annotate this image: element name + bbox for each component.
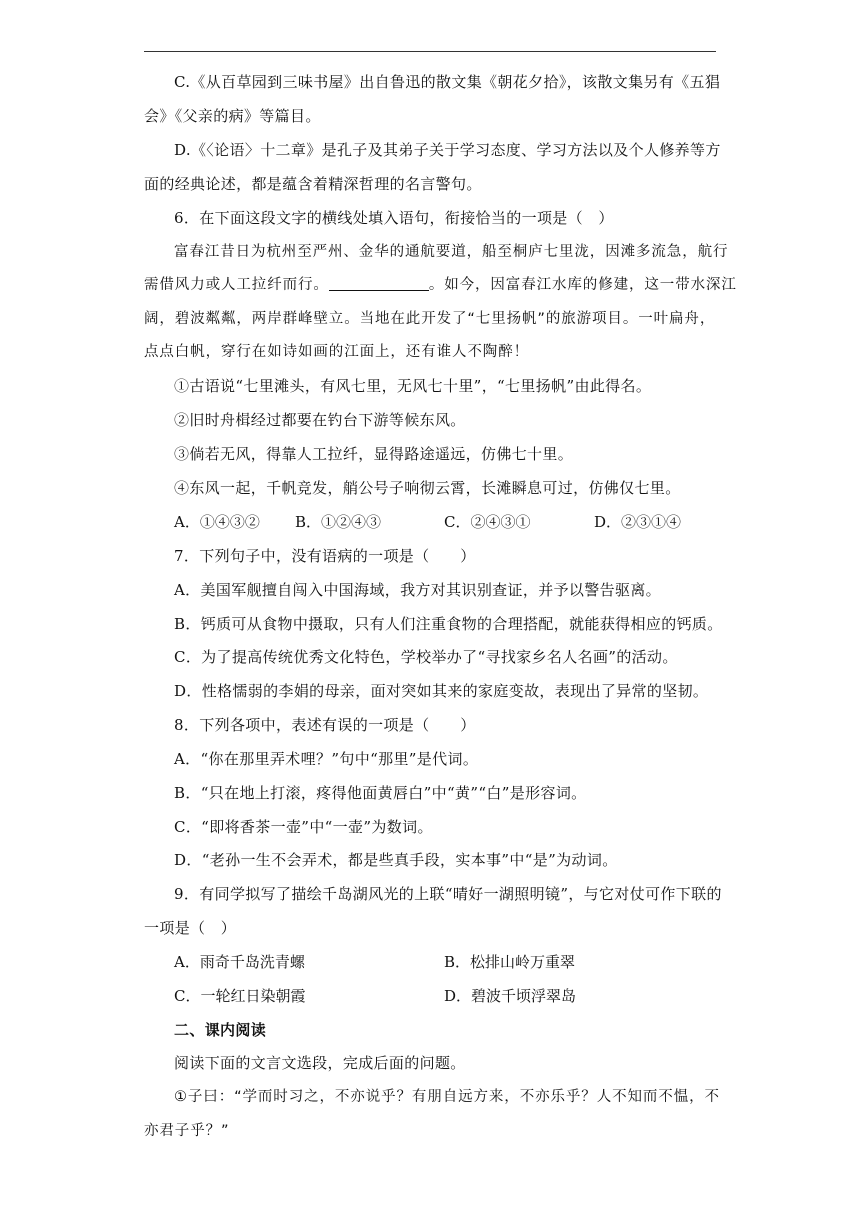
q5-option-d-cont: 面的经典论述，都是蕴含着精深哲理的名言警句。 [144,175,482,193]
section-instruction: 阅读下面的文言文选段，完成后面的问题。 [174,1054,466,1072]
q7-stem: 7．下列句子中，没有语病的一项是（ ） [174,547,476,565]
q8-stem: 8．下列各项中，表述有误的一项是（ ） [174,716,476,734]
q6-passage-line2 [144,275,737,295]
q6-sentence-2: ②旧时舟楫经过都要在钓台下游等候东风。 [174,411,466,429]
q7-option-d: D．性格懦弱的李娟的母亲，面对突如其来的家庭变故，表现出了异常的坚韧。 [174,682,709,700]
q7-option-c: C．为了提高传统优秀文化特色，学校举办了“寻找家乡名人名画”的活动。 [174,648,678,666]
q8-option-c: C．“即将香茶一壶”中“一壶”为数词。 [174,818,433,836]
classical-text-line2: 亦君子乎？” [144,1123,230,1139]
q6-sentence-4: ④东风一起，千帆竞发，艄公号子响彻云霄，长滩瞬息可过，仿佛仅七里。 [174,479,681,497]
q9-option-d: D．碧波千顷浮翠岛 [444,987,577,1005]
q8-option-b: B．“只在地上打滚，疼得他面黄唇白”中“黄”“白”是形容词。 [174,784,587,802]
section-heading: 二、课内阅读 [174,1021,267,1039]
q6-passage-text: 。如今，因富春江水库的修建，这一带水深江 [428,277,737,293]
q6-passage-line3: 阔，碧波粼粼，两岸群峰壁立。当地在此开发了“七里扬帆”的旅游项目。一叶扁舟， [144,311,716,327]
q9-option-a: A．雨奇千岛洗青螺 [174,953,305,971]
q6-option-b: B．①②④③ [295,513,382,531]
header-rule [144,51,716,52]
q5-option-c-cont: 会》《父亲的病》等篇目。 [144,107,321,125]
q8-option-d: D．“老孙一生不会弄术，都是些真手段，实本事”中“是”为动词。 [174,851,618,869]
q9-option-b: B．松排山岭万重翠 [444,953,576,971]
classical-text-line1: ①子曰：“学而时习之，不亦说乎？有朋自远方来，不亦乐乎？人不知而不愠，不 [174,1089,720,1105]
q9-stem-cont: 一项是（ ） [144,919,237,937]
q9-option-c: C．一轮红日染朝霞 [174,987,306,1005]
q6-sentence-1: ①古语说“七里滩头，有风七里，无风七十里”，“七里扬帆”由此得名。 [174,377,652,395]
q6-passage-line1: 富春江昔日为杭州至严州、金华的通航要道，船至桐庐七里泷，因滩多流急，航行 [174,244,729,260]
q6-passage-line4: 点点白帆，穿行在如诗如画的江面上，还有谁人不陶醉！ [144,344,529,360]
q6-option-c: C．②④③① [444,513,531,531]
q6-option-d: D．②③①④ [594,513,682,531]
q9-stem: 9．有同学拟写了描绘千岛湖风光的上联“晴好一湖照明镜”，与它对仗可作下联的 [174,885,722,903]
q7-option-b: B．钙质可从食物中摄取，只有人们注重食物的合理搭配，就能获得相应的钙质。 [174,615,723,633]
q6-option-a: A．①④③② [174,513,260,531]
q6-stem: 6．在下面这段文字的横线处填入语句，衔接恰当的一项是（ ） [174,209,614,227]
q5-option-d: D.《〈论语〉十二章》是孔子及其弟子关于学习态度、学习方法以及个人修养等方 [174,141,721,159]
q5-option-c: C.《从百草园到三味书屋》出自鲁迅的散文集《朝花夕拾》，该散文集另有《五猖 [174,73,721,91]
q7-option-a: A．美国军舰擅自闯入中国海域，我方对其识别查证，并予以警告驱离。 [174,581,662,599]
q6-sentence-3: ③倘若无风，得靠人工拉纤，显得路途遥远，仿佛七十里。 [174,445,574,463]
q6-passage-text: 需借风力或人工拉纤而行。 [144,277,329,293]
fill-blank [329,276,429,291]
q8-option-a: A．“你在那里弄术哩？”句中“那里”是代词。 [174,750,479,768]
